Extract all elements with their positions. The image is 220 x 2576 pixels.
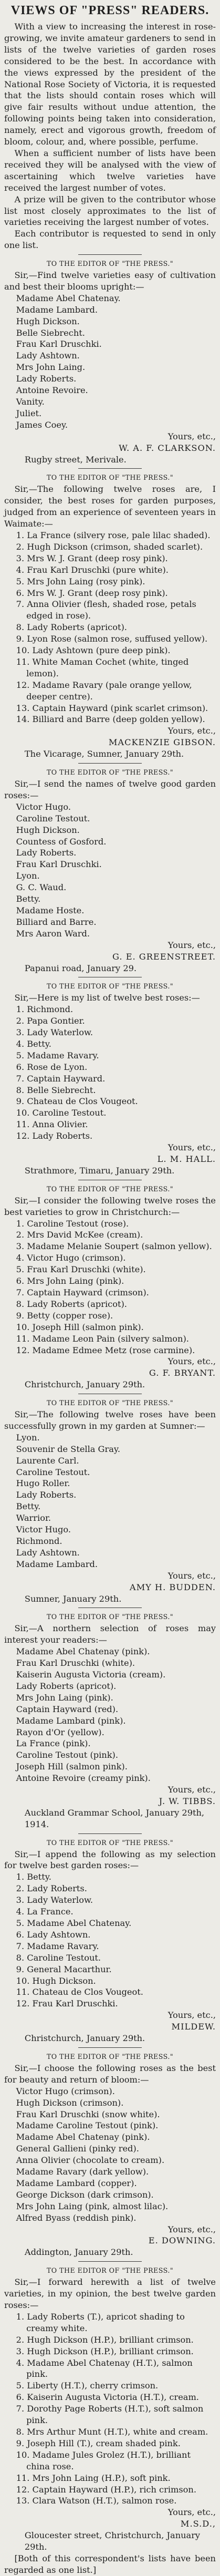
divider [78, 254, 142, 255]
rose-list-item: Frau Karl Druschki (snow white). [16, 2109, 160, 2119]
rose-list-item: Hugh Dickson. [16, 316, 80, 326]
letter [4, 1394, 216, 1604]
rose-list-item: 5. Mrs John Laing (rosy pink). [16, 576, 145, 586]
letter-address: Sumner, January 29th. [24, 1593, 122, 1604]
rose-list-item: G. C. Waud. [16, 882, 67, 893]
rose-list-item: 5. Liberty (H.T.), cherry crimson. [16, 2381, 159, 2391]
letter-signature: W. A. F. CLARKSON. [119, 442, 216, 453]
rose-list-item: 10. Caroline Testout. [16, 1108, 107, 1118]
rose-list-item: 12. Frau Karl Druschki. [16, 1998, 118, 2009]
rose-list-item: 8. Caroline Testout. [16, 1952, 101, 1963]
letter-signature: G. F. BRYANT. [149, 1368, 216, 1378]
letter-signature: AMY H. BUDDEN. [129, 1582, 216, 1592]
letter-address: Christchurch, January 29th. [24, 2033, 145, 2044]
letter-body: Sir,—I send the names of twelve good garden roses:— [4, 779, 216, 800]
rose-list-item: 11. Anna Olivier. [16, 1119, 88, 1130]
rose-list-item: 4. La France. [16, 1907, 74, 1917]
rose-list-item: Lyon. [16, 871, 40, 881]
letter-address: Addington, January 29th. [24, 2247, 133, 2258]
rose-list-item: Madame Lambard. [16, 304, 98, 315]
rose-list-item: Lyon. [16, 1432, 40, 1442]
rose-list-item: 12. Captain Hayward (H.P.), rich crimson. [16, 2484, 196, 2495]
rose-list-item: Lady Roberts. [16, 848, 77, 858]
letter [4, 763, 216, 974]
to-editor-heading: TO THE EDITOR OF "THE PRESS." [46, 2266, 174, 2275]
rose-list-item: Mrs John Laing. [16, 362, 86, 373]
rose-list-item: Caroline Testout (pink). [16, 1750, 118, 1760]
rose-list-item: Madame Abel Chatenay (pink). [16, 1646, 150, 1657]
rose-list-item: Countess of Gosford. [16, 836, 107, 847]
rose-list-item: Lady Ashtown. [16, 351, 80, 361]
rose-list-item: 2. Lady Roberts. [16, 1883, 87, 1894]
rose-list-item: 1. Betty. [16, 1872, 51, 1882]
rose-list-item: Betty. [16, 894, 41, 904]
rose-list-item: 9. Betty (copper rose). [16, 1310, 113, 1321]
rose-list-item: 4. Madame Abel Chatenay (H.T.), salmon pink. [16, 2357, 193, 2379]
page-title: VIEWS OF "PRESS" READERS. [11, 4, 209, 17]
rose-list-item: 3. Hugh Dickson (H.P.), brilliant crimson. [16, 2346, 194, 2356]
rose-list-item: 11. Mrs John Laing (H.P.), soft pink. [16, 2472, 171, 2483]
intro-paragraph-2: When a sufficient number of lists have been received they will be analysed with the view of ascertaining which twelve varieties have received the largest number of votes. [4, 148, 216, 193]
rose-list-item: 11. Madame Leon Pain (silvery salmon). [16, 1333, 189, 1344]
rose-list-item: Captain Hayward (red). [16, 1704, 119, 1714]
rose-list-item: Caroline Testout. [16, 1467, 90, 1477]
letter-closing: Yours, etc., [167, 2010, 216, 2021]
rose-list-item: 10. Joseph Hill (salmon pink). [16, 1322, 144, 1332]
rose-list-item: Mrs Aaron Ward. [16, 928, 90, 939]
rose-list-item: General Gallieni (pinky red). [16, 2144, 139, 2154]
rose-list-item: 10. Madame Jules Grolez (H.T.), brilliant china rose. [16, 2449, 191, 2471]
rose-list-item: 4. Victor Hugo (crimson). [16, 1253, 126, 1263]
letter-body: Sir,—Here is my list of twelve best roses:— [14, 993, 200, 1003]
letter-closing: Yours, etc., [167, 1570, 216, 1581]
to-editor-heading: TO THE EDITOR OF "THE PRESS." [46, 260, 174, 268]
rose-list-item: Frau Karl Druschki. [16, 339, 102, 349]
letter-address: Christchurch, January 29th. [24, 1379, 145, 1390]
to-editor-heading: TO THE EDITOR OF "THE PRESS." [46, 1184, 174, 1193]
letter-address: The Vicarage, Sumner, January 29th. [24, 749, 184, 759]
rose-list-item: 9. Chateau de Clos Vougeot. [16, 1096, 138, 1107]
rose-list-item: Kaiserin Augusta Victoria (cream). [16, 1669, 166, 1679]
rose-list-item: 9. Joseph Hill (T.), cream shaded pink. [16, 2438, 181, 2448]
rose-list-item: Alfred Byass (reddish pink). [16, 2212, 137, 2223]
rose-list-item: 9. General Macarthur. [16, 1964, 112, 1974]
rose-list-item: Lady Roberts (apricot). [16, 1681, 117, 1691]
letter-body: Sir,—I append the following as my selection for twelve best garden roses:— [4, 1849, 216, 1871]
rose-list-item: 1. La France (silvery rose, pale lilac shaded). [16, 530, 211, 540]
rose-list-item: 7. Madame Ravary. [16, 1941, 99, 1951]
rose-list-item: 1. Lady Roberts (T.), apricot shading to creamy white. [16, 2311, 185, 2333]
letter-closing: Yours, etc., [167, 726, 216, 736]
rose-list-item: Betty. [16, 1501, 41, 1512]
rose-list-item: Victor Hugo. [16, 801, 71, 812]
rose-list-item: 7. Dorothy Page Roberts (H.T.), soft salmon pink. [16, 2404, 204, 2426]
rose-list-item: Lady Roberts. [16, 374, 77, 384]
rose-list-item: 8. Lady Roberts (apricot). [16, 622, 127, 633]
letter-closing: Yours, etc., [167, 1785, 216, 1795]
intro-paragraph-4: Each contributor is requested to send in only one list. [4, 229, 216, 251]
letter-closing: Yours, etc., [167, 940, 216, 950]
rose-list-item: Warrior. [16, 1513, 51, 1523]
divider [78, 763, 142, 764]
intro-paragraph-3: A prize will be given to the contributor whose list most closely approximates to the list of varieties receiving the largest number of votes. [4, 194, 216, 228]
to-editor-heading: TO THE EDITOR OF "THE PRESS." [46, 1838, 174, 1847]
rose-list-item: 2. Hugh Dickson (H.P.), brilliant crimson. [16, 2334, 194, 2345]
divider [78, 2261, 142, 2262]
rose-list-item: Lady Roberts. [16, 1490, 77, 1500]
letter-body: Sir,—Find twelve varieties easy of cultivation and best their blooms upright:— [4, 270, 216, 292]
to-editor-heading: TO THE EDITOR OF "THE PRESS." [46, 2052, 174, 2060]
letter [4, 2261, 216, 2553]
rose-list-item: Joseph Hill (salmon pink). [16, 1761, 128, 1772]
rose-list-item: 6. Rose de Lyon. [16, 1062, 88, 1072]
intro-paragraph: With a view to increasing the interest in rose-growing, we invite amateur gardeners to send in lists of the twelve varieties of garden roses considered to be the best. In accordance with the views expressed by the president of the National Rose Society of Victoria, it is requested that the lists should contain roses which will give fair results without undue attention, the following points being taken into consideration, namely, erect and vigorous growth, freedom of bloom, colour, and, where possible, perfume. [4, 22, 216, 147]
rose-list-item: 3. Lady Waterlow. [16, 1027, 93, 1038]
rose-list-item: 10. Lady Ashtown (pure deep pink). [16, 645, 171, 656]
letter [4, 1833, 216, 2044]
letter-signature: M.S.D., [180, 2519, 216, 2529]
letter [4, 2047, 216, 2258]
letter [4, 254, 216, 465]
rose-list-item: Victor Hugo. [16, 1524, 71, 1535]
rose-list-item: Antoine Revoire (creamy pink). [16, 1773, 151, 1784]
rose-list-item: Richmond. [16, 1536, 62, 1546]
rose-list-item: Mrs John Laing (pink). [16, 1692, 113, 1703]
rose-list-item: Souvenir de Stella Gray. [16, 1444, 121, 1454]
letter-body: Sir,—A northern selection of roses may interest your readers:— [4, 1623, 216, 1645]
letter [4, 1180, 216, 1390]
rose-list-item: 6. Kaiserin Augusta Victoria (H.T.), cream. [16, 2392, 199, 2403]
rose-list-item: 5. Madame Abel Chatenay. [16, 1918, 132, 1928]
rose-list-item: 14. Billiard and Barre (deep golden yellow). [16, 714, 205, 725]
letter-address: Papanui road, January 29. [24, 963, 137, 973]
to-editor-heading: TO THE EDITOR OF "THE PRESS." [46, 1399, 174, 1407]
letter-signature: MILDEW. [171, 2022, 216, 2032]
rose-list-item: 2. Papa Gontier. [16, 1016, 85, 1026]
letter-signature: MACKENZIE GIBSON. [108, 737, 216, 748]
rose-list-item: La France (pink). [16, 1738, 91, 1749]
rose-list-item: Frau Karl Druschki. [16, 859, 102, 870]
rose-list-item: 7. Anna Olivier (flesh, shaded rose, petals edged in rose). [16, 599, 196, 621]
letters-list [4, 254, 216, 2553]
to-editor-heading: TO THE EDITOR OF "THE PRESS." [46, 982, 174, 991]
rose-list-item: Madame Caroline Testout (pink). [16, 2120, 159, 2131]
rose-list-item: 12. Madame Ravary (pale orange yellow, deeper centre). [16, 679, 192, 702]
to-editor-heading: TO THE EDITOR OF "THE PRESS." [46, 1613, 174, 1621]
rose-list-item: 9. Lyon Rose (salmon rose, suffused yellow). [16, 634, 208, 644]
letter-body: Sir,—I consider the following twelve roses the best varieties to grow in Christchurch:— [4, 1195, 216, 1217]
rose-list-item: Billiard and Barre. [16, 916, 97, 927]
rose-list-item: 4. Frau Karl Druschki (pure white). [16, 564, 169, 575]
rose-list-item: Madame Abel Chatenay. [16, 293, 121, 303]
rose-list-item: Hugh Dickson (crimson). [16, 2097, 124, 2108]
footer-note: [Both of this correspondent's lists have been regarded as one list.] [4, 2553, 216, 2575]
rose-list-item: Rayon d'Or (yellow). [16, 1727, 104, 1737]
rose-list-item: 2. Hugh Dickson (crimson, shaded scarlet). [16, 541, 203, 552]
letter-address: Strathmore, Timaru, January 29th. [24, 1165, 175, 1176]
rose-list-item: Madame Abel Chatenay (pink). [16, 2132, 150, 2142]
letter-address: Auckland Grammar School, January 29th, 1914. [24, 1807, 205, 1829]
rose-list-item: 13. Clara Watson (H.T.), salmon rose. [16, 2496, 177, 2506]
rose-list-item: Caroline Testout. [16, 813, 90, 823]
rose-list-item: 5. Frau Karl Druschki (white). [16, 1264, 146, 1275]
rose-list-item: 3. Mrs W. J. Grant (deep rosy pink). [16, 553, 168, 563]
rose-list-item: 12. Lady Roberts. [16, 1131, 93, 1141]
rose-list-item: Frau Karl Druschki (white). [16, 1658, 135, 1668]
rose-list-item: 7. Captain Hayward (crimson). [16, 1287, 149, 1297]
letter-closing: Yours, etc., [167, 1142, 216, 1153]
rose-list-item: 6. Mrs John Laing (pink). [16, 1276, 124, 1286]
rose-list-item: Madame Hoste. [16, 905, 85, 915]
letter-address: Gloucester street, Christchurch, January 29th. [24, 2530, 201, 2552]
rose-list-item: Antoine Revoire. [16, 385, 88, 396]
rose-list-item: 1. Richmond. [16, 1004, 74, 1015]
letter-address: Rugby street, Merivale. [24, 454, 127, 465]
letter-body: Sir,—The following twelve roses are, I consider, the best roses for garden purposes, judged from an experience of seventeen years in Waimate:— [4, 484, 216, 529]
rose-list-item: Hugo Roller. [16, 1478, 70, 1489]
rose-list-item: Madame Lambard (pink). [16, 1715, 126, 1726]
divider [78, 468, 142, 469]
rose-list-item: 7. Captain Hayward. [16, 1073, 106, 1084]
rose-list-item: 11. White Maman Cochet (white, tinged lemon). [16, 656, 189, 678]
rose-list-item: Madame Lambard (copper). [16, 2178, 137, 2188]
rose-list-item: 13. Captain Hayward (pink scarlet crimson). [16, 703, 208, 713]
rose-list-item: Victor Hugo (crimson). [16, 2086, 115, 2096]
rose-list-item: 1. Caroline Testout (rose). [16, 1218, 129, 1229]
divider [78, 1833, 142, 1834]
rose-list-item: 6. Lady Ashtown. [16, 1929, 91, 1940]
rose-list-item: 8. Lady Roberts (apricot). [16, 1299, 127, 1309]
rose-list-item: 8. Mrs Arthur Munt (H.T.), white and cream. [16, 2426, 208, 2437]
rose-list-item: James Coey. [16, 419, 68, 430]
letter-closing: Yours, etc., [167, 2224, 216, 2234]
letter [4, 1608, 216, 1830]
rose-list-item: Belle Siebrecht. [16, 327, 85, 338]
letter-signature: G. E. GREENSTREET. [112, 951, 216, 962]
letter-closing: Yours, etc., [167, 2507, 216, 2518]
to-editor-heading: TO THE EDITOR OF "THE PRESS." [46, 473, 174, 482]
rose-list-item: Vanity. [16, 397, 45, 407]
rose-list-item: Juliet. [16, 408, 42, 418]
letter-body: Sir,—The following twelve roses have been successfully grown in my garden at Sumner:— [4, 1409, 216, 1431]
rose-list-item: 12. Madame Edmee Metz (rose carmine). [16, 1345, 195, 1355]
letter [4, 977, 216, 1176]
rose-list-item: Mrs John Laing (pink, almost lilac). [16, 2201, 169, 2211]
to-editor-heading: TO THE EDITOR OF "THE PRESS." [46, 768, 174, 777]
rose-list-item: 11. Chateau de Clos Vougeot. [16, 1987, 143, 1997]
letter-closing: Yours, etc., [167, 431, 216, 441]
rose-list-item: Madame Ravary (dark yellow). [16, 2167, 149, 2177]
rose-list-item: Hugh Dickson. [16, 825, 80, 835]
rose-list-item: Laurente Carl. [16, 1455, 79, 1466]
divider [78, 2047, 142, 2048]
rose-list-item: Madame Lambard. [16, 1559, 98, 1569]
rose-list-item: George Dickson (dark crimson). [16, 2189, 154, 2200]
rose-list-item: Lady Ashtown. [16, 1547, 80, 1558]
letter-body: Sir,—I forward herewith a list of twelve varieties, in my opinion, the best twelve garden roses:— [4, 2277, 216, 2310]
rose-list-item: 5. Madame Ravary. [16, 1050, 99, 1060]
rose-list-item: 3. Lady Waterlow. [16, 1895, 93, 1905]
rose-list-item: 3. Madame Melanie Soupert (salmon yellow). [16, 1241, 212, 1252]
rose-list-item: 6. Mrs W. J. Grant (deep rosy pink). [16, 588, 168, 598]
letter-signature: E. DOWNING. [148, 2235, 216, 2246]
rose-list-item: 2. Mrs David McKee (cream). [16, 1230, 143, 1240]
letter-body: Sir,—I choose the following roses as the best for beauty and return of bloom:— [4, 2063, 216, 2085]
rose-list-item: 10. Hugh Dickson. [16, 1975, 96, 1986]
letter-closing: Yours, etc., [167, 1356, 216, 1367]
rose-list-item: Anna Olivier (chocolate to cream). [16, 2155, 165, 2166]
letter [4, 468, 216, 760]
letter-signature: L. M. HALL. [157, 1154, 216, 1164]
rose-list-item: 4. Betty. [16, 1038, 51, 1049]
rose-list-item: 8. Belle Siebrecht. [16, 1085, 96, 1095]
letter-signature: J. W. TIBBS. [159, 1796, 216, 1806]
